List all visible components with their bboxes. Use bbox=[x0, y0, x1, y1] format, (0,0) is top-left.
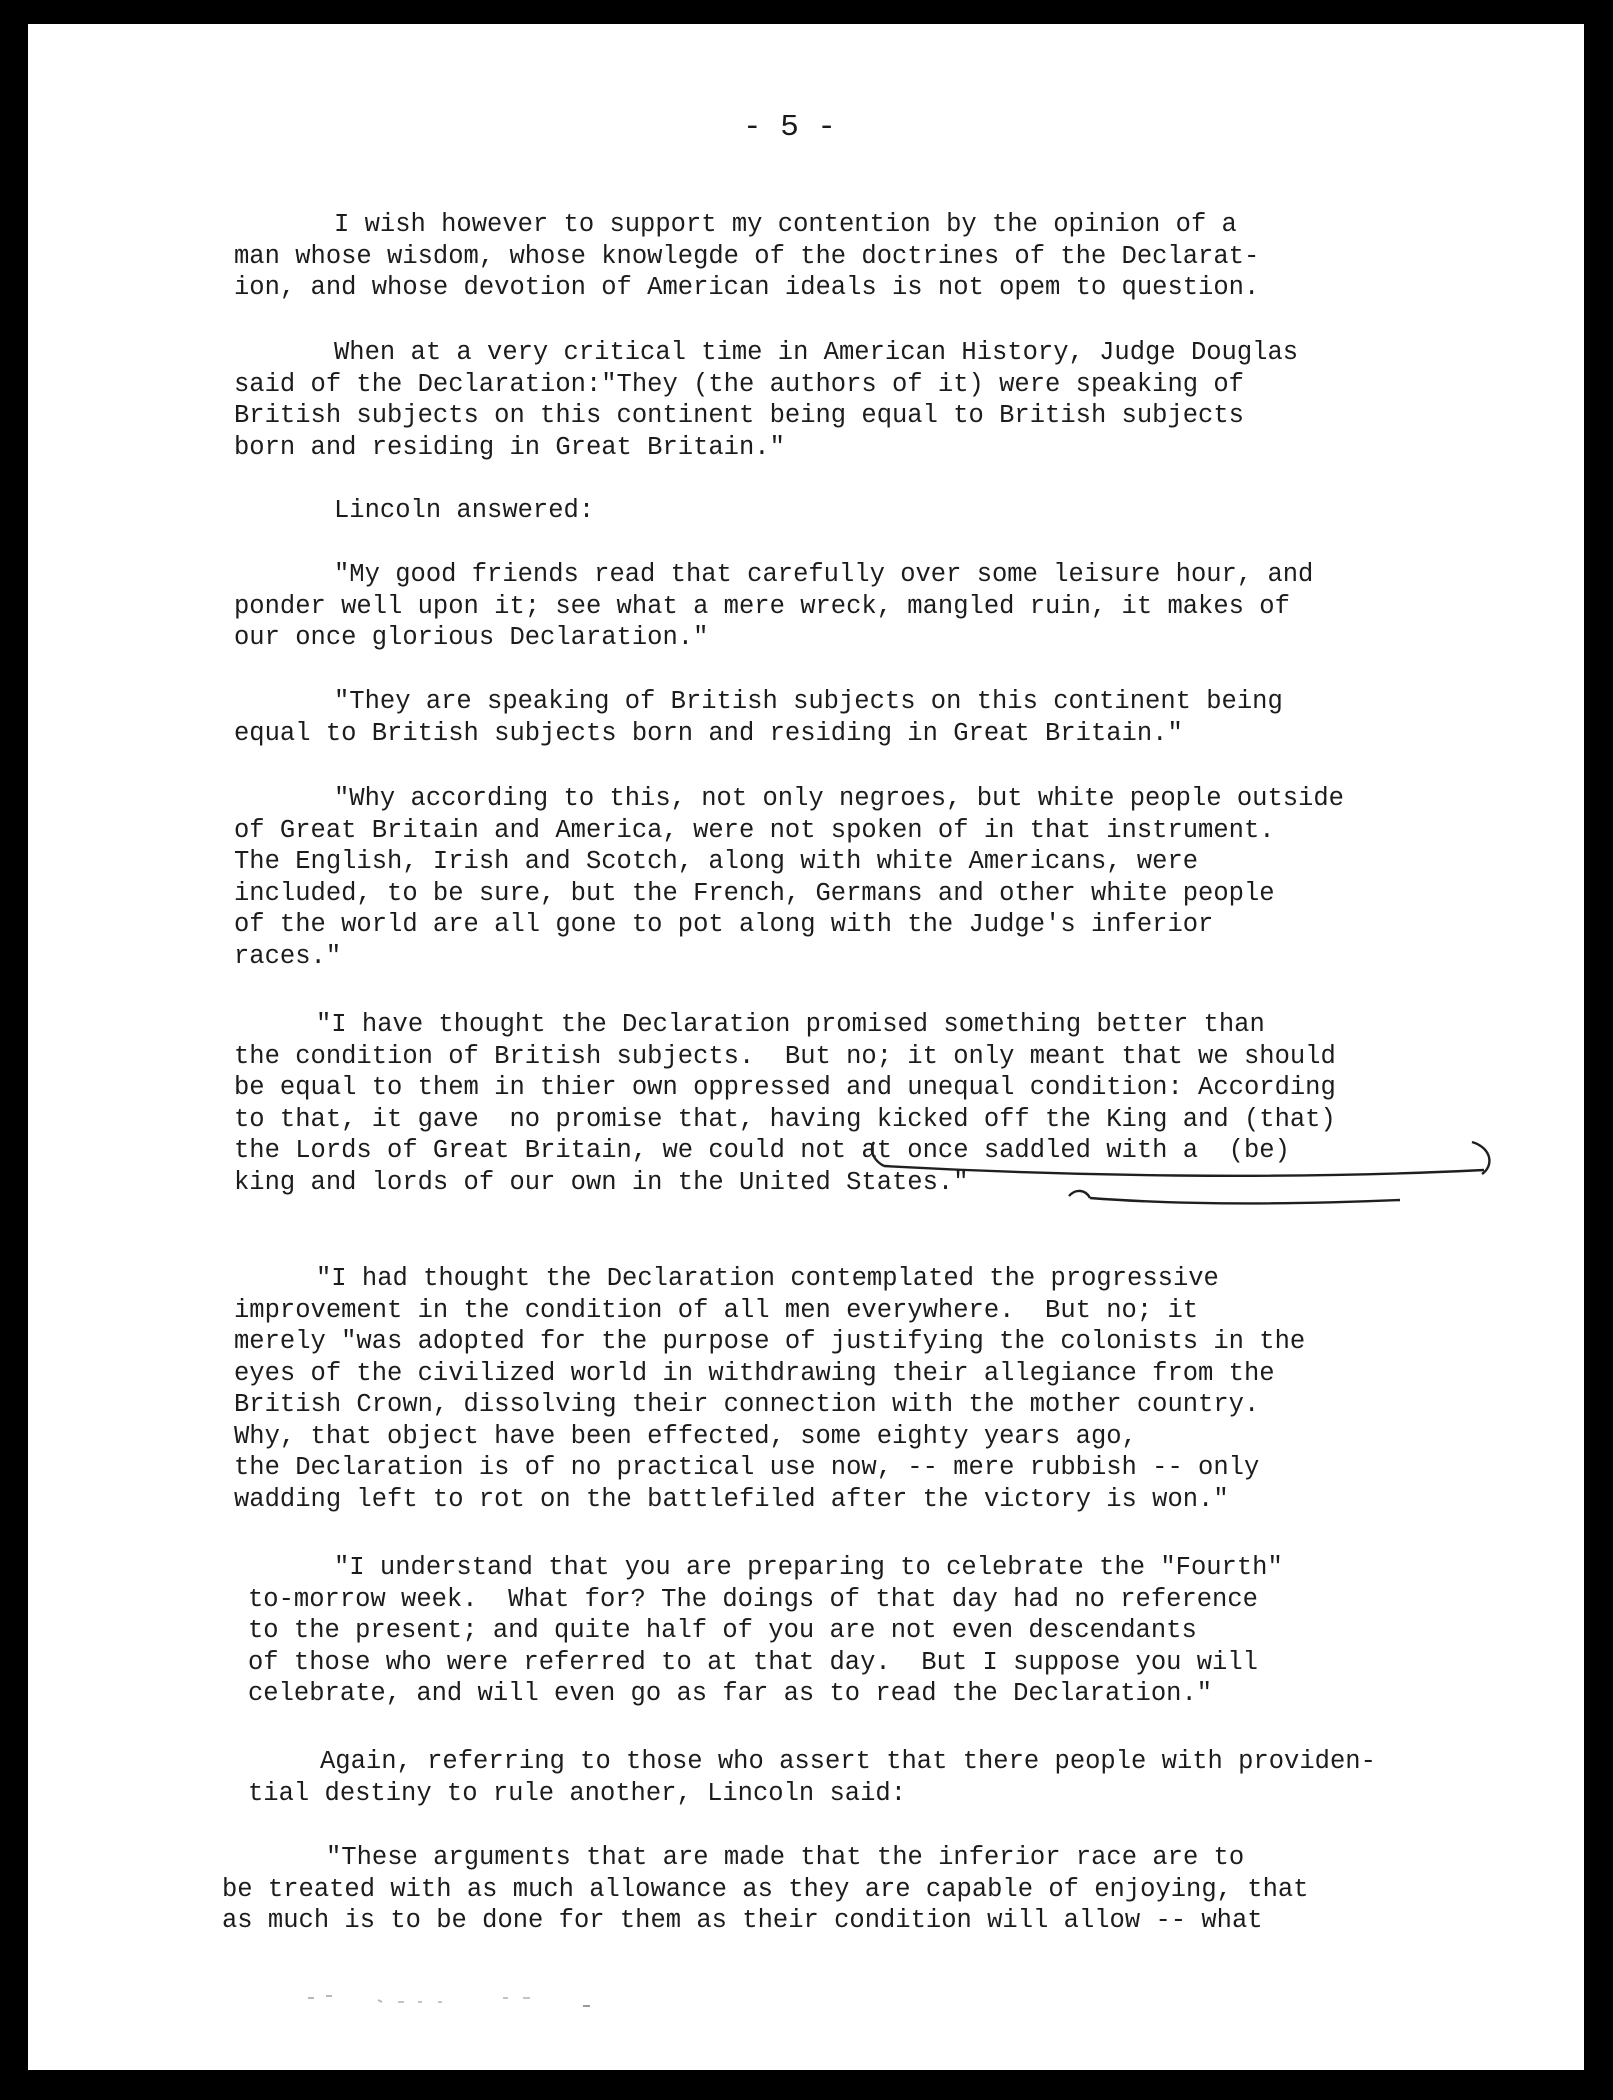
text-line: to that, it gave no promise that, having kicked off the King and (that) bbox=[234, 1104, 1336, 1134]
text-line: improvement in the condition of all men everywhere. But no; it bbox=[234, 1295, 1199, 1325]
text-line: included, to be sure, but the French, Germans and other white people bbox=[234, 878, 1275, 908]
text-line: "I have thought the Declaration promised something better than bbox=[316, 1010, 1265, 1039]
scan-artifact-marks bbox=[308, 1990, 608, 2010]
text-line: born and residing in Great Britain." bbox=[234, 432, 785, 462]
text-line: of those who were referred to at that day. But I suppose you will bbox=[248, 1647, 1258, 1677]
text-line: the Declaration is of no practical use now, -- mere rubbish -- only bbox=[234, 1453, 1260, 1482]
text-line: I wish however to support my contention by the opinion of a bbox=[334, 210, 1237, 239]
text-line: ponder well upon it; see what a mere wreck, mangled ruin, it makes of bbox=[234, 591, 1290, 621]
text-line: "I had thought the Declaration contemplated the progressive bbox=[316, 1264, 1219, 1293]
text-line: "My good friends read that carefully over some leisure hour, and bbox=[334, 560, 1314, 589]
text-line: ion, and whose devotion of American ideals is not opem to question. bbox=[234, 273, 1260, 302]
text-line: king and lords of our own in the United States." bbox=[234, 1167, 969, 1197]
text-line: to-morrow week. What for? The doings of that day had no reference bbox=[248, 1584, 1258, 1614]
paragraph bbox=[234, 209, 1259, 304]
text-line: said of the Declaration:"They (the authors of it) were speaking of bbox=[234, 369, 1244, 399]
paragraph bbox=[234, 1263, 1305, 1515]
page-number: - 5 - bbox=[743, 110, 837, 145]
text-line: as much is to be done for them as their condition will allow -- what bbox=[222, 1906, 1263, 1935]
text-line: tial destiny to rule another, Lincoln said: bbox=[248, 1778, 907, 1808]
text-line: the condition of British subjects. But no; it only meant that we should bbox=[234, 1041, 1336, 1071]
document-page bbox=[28, 24, 1584, 2070]
text-line: man whose wisdom, whose knowlegde of the doctrines of the Declarat- bbox=[234, 241, 1260, 271]
text-line: When at a very critical time in American History, Judge Douglas bbox=[334, 338, 1299, 367]
paragraph bbox=[222, 1842, 1308, 1937]
text-line: British subjects on this continent being equal to British subjects bbox=[234, 401, 1244, 430]
text-line: be equal to them in thier own oppressed and unequal condition: According bbox=[234, 1073, 1336, 1102]
text-line: British Crown, dissolving their connection with the mother country. bbox=[234, 1390, 1260, 1419]
text-line: wadding left to rot on the battlefiled after the victory is won." bbox=[234, 1484, 1229, 1514]
paragraph bbox=[234, 559, 1313, 654]
paragraph bbox=[334, 495, 594, 527]
text-line: "Why according to this, not only negroes, but white people outside bbox=[334, 784, 1344, 813]
text-line: to the present; and quite half of you are not even descendants bbox=[248, 1616, 1197, 1645]
text-line: eyes of the civilized world in withdrawing their allegiance from the bbox=[234, 1358, 1275, 1388]
paragraph bbox=[234, 1552, 1283, 1710]
paragraph bbox=[234, 337, 1298, 463]
text-line: "These arguments that are made that the inferior race are to bbox=[326, 1843, 1245, 1872]
text-line: celebrate, and will even go as far as to read the Declaration." bbox=[248, 1679, 1213, 1708]
text-line: Why, that object have been effected, some eighty years ago, bbox=[234, 1421, 1137, 1451]
text-line: Lincoln answered: bbox=[334, 496, 595, 525]
text-line: equal to British subjects born and residing in Great Britain." bbox=[234, 718, 1183, 748]
text-line: of the world are all gone to pot along with the Judge's inferior bbox=[234, 910, 1214, 939]
text-line: "They are speaking of British subjects on this continent being bbox=[334, 687, 1283, 716]
paragraph bbox=[234, 1746, 1376, 1809]
text-line: of Great Britain and America, were not spoken of in that instrument. bbox=[234, 815, 1275, 845]
text-line: The English, Irish and Scotch, along with white Americans, were bbox=[234, 847, 1199, 876]
handwritten-annotation bbox=[864, 1136, 1504, 1216]
text-line: Again, referring to those who assert that there people with providen- bbox=[320, 1747, 1376, 1776]
paragraph bbox=[234, 686, 1283, 749]
paragraph bbox=[234, 783, 1344, 972]
text-line: merely "was adopted for the purpose of justifying the colonists in the bbox=[234, 1327, 1306, 1356]
text-line: our once glorious Declaration." bbox=[234, 623, 709, 652]
text-line: "I understand that you are preparing to celebrate the "Fourth" bbox=[334, 1553, 1283, 1582]
text-line: be treated with as much allowance as they are capable of enjoying, that bbox=[222, 1874, 1309, 1904]
text-line: races." bbox=[234, 941, 342, 971]
text-line: the Lords of Great Britain, we could not at once saddled with a (be) bbox=[234, 1136, 1290, 1165]
